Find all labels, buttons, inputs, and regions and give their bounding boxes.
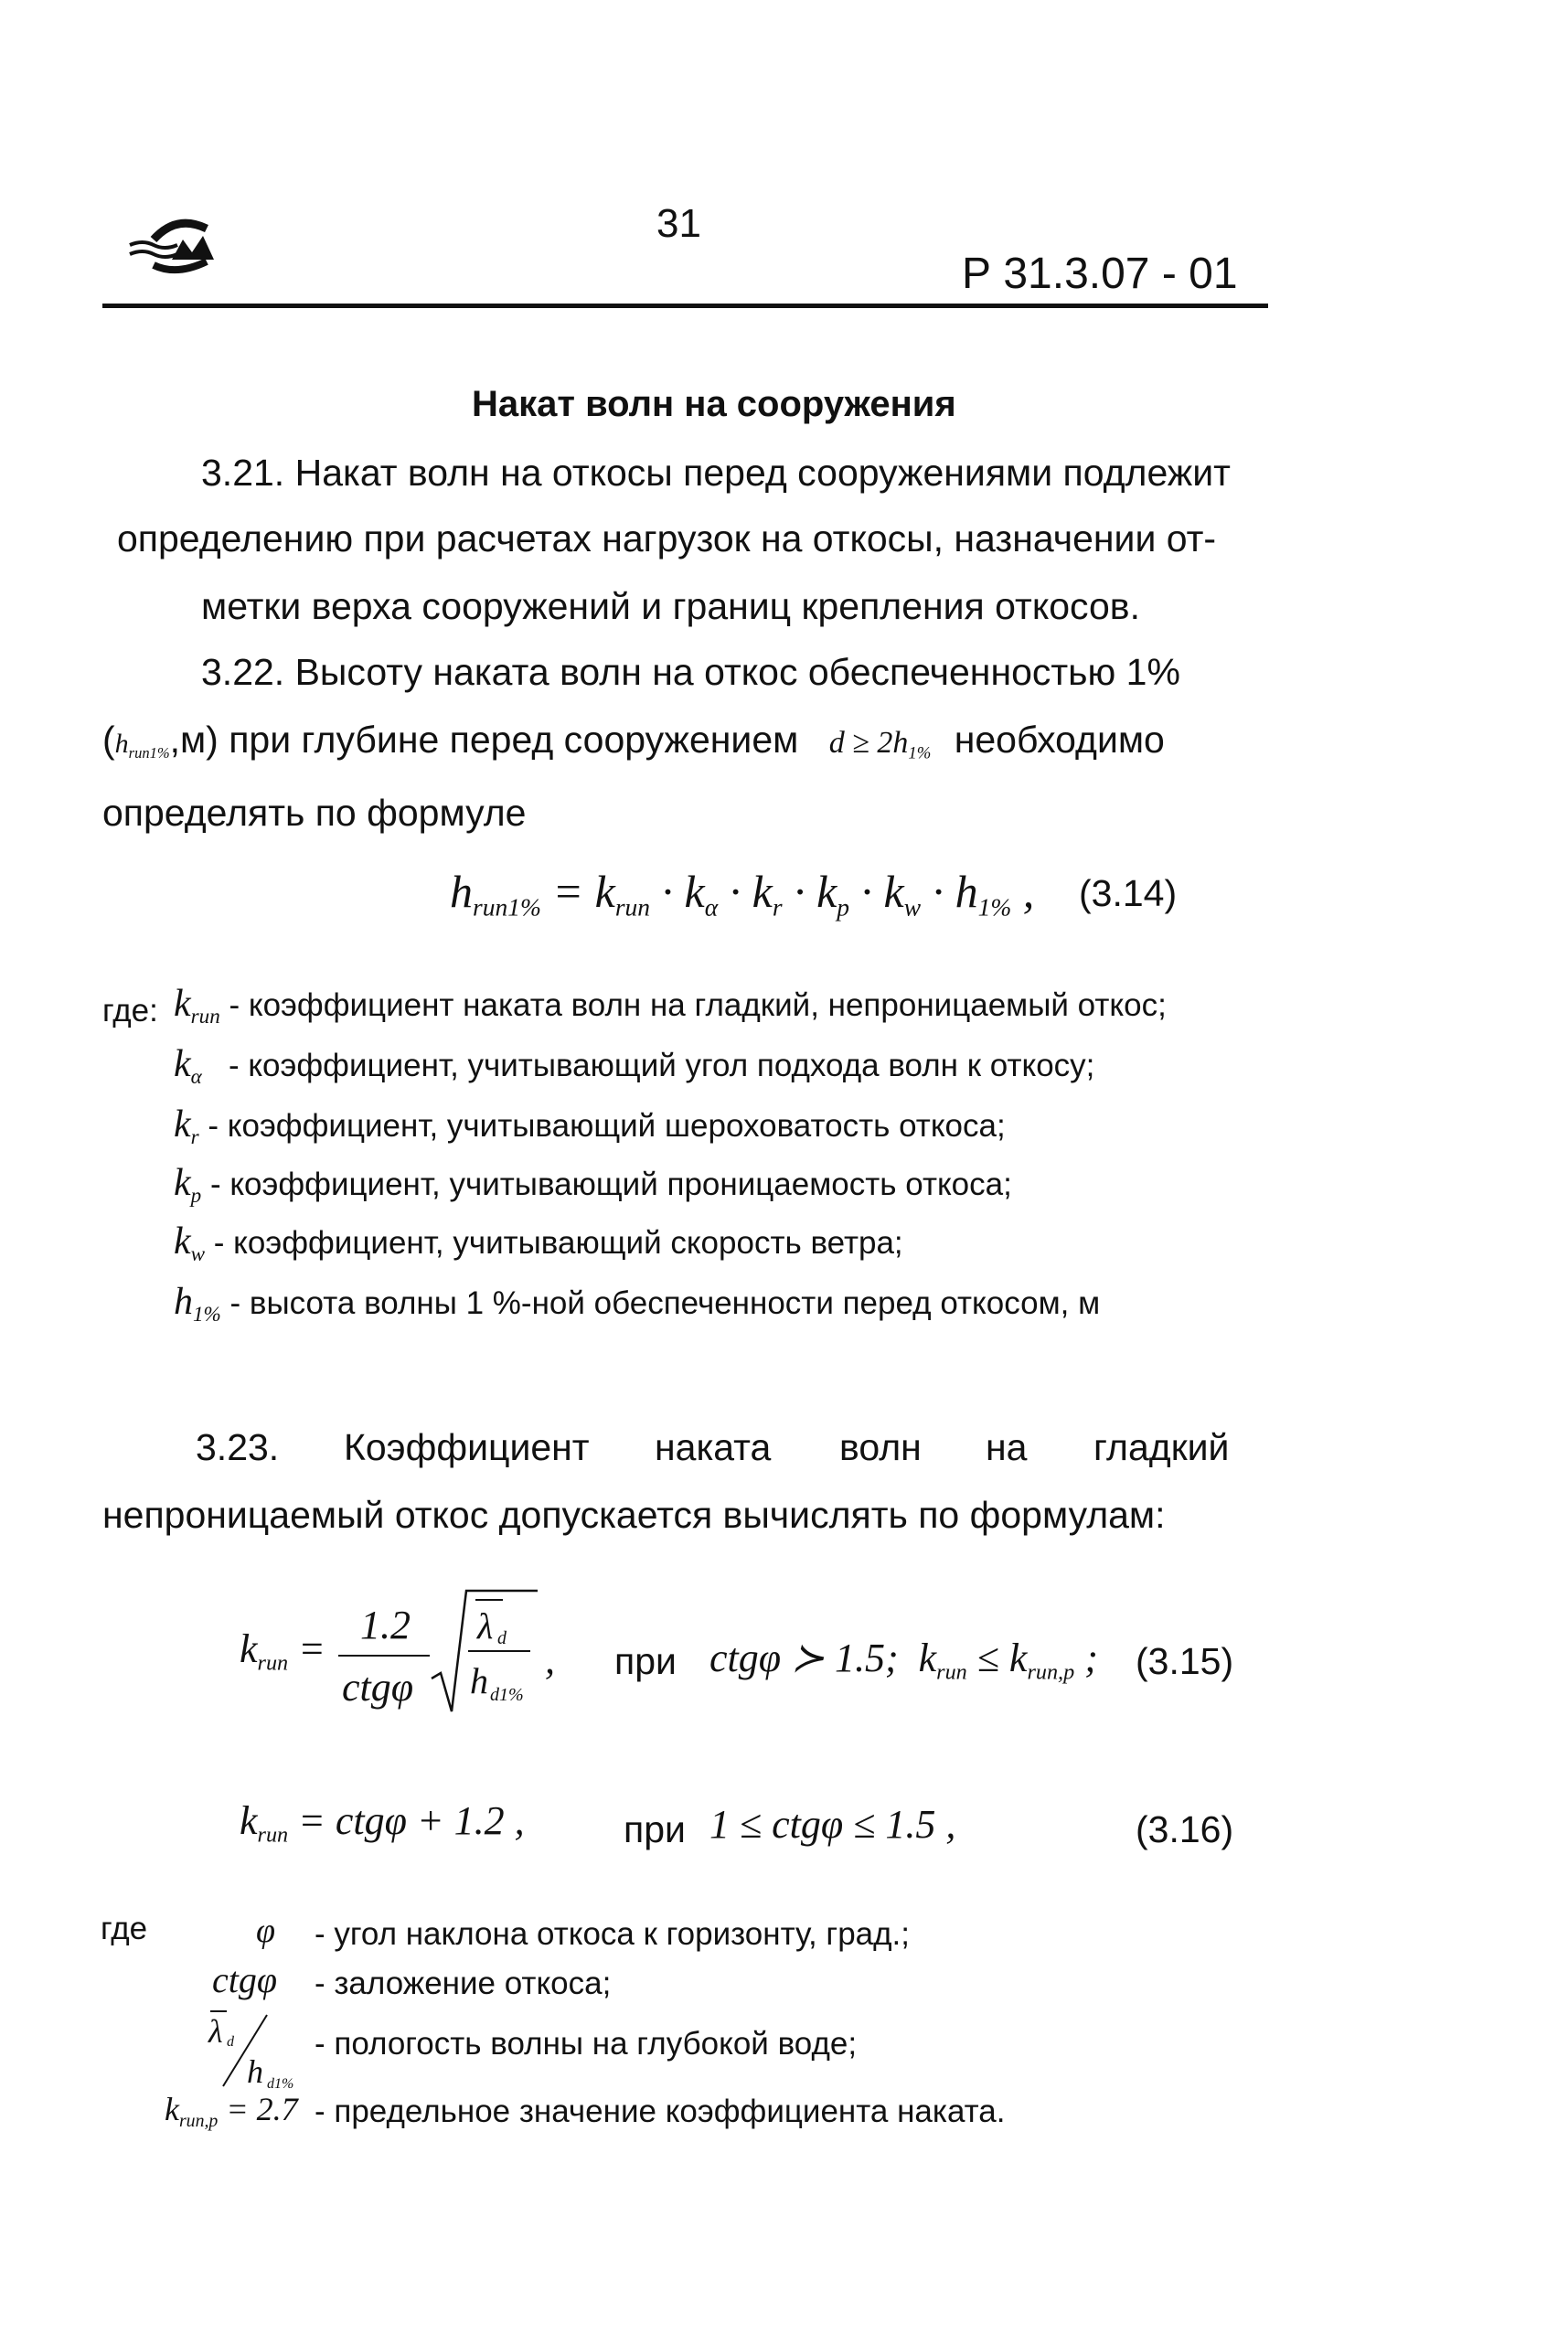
svg-text:d: d: [227, 2034, 234, 2050]
formula-3-15-number: (3.15): [1136, 1640, 1234, 1682]
formula-3-15-numerator: 1.2: [360, 1603, 411, 1647]
where1-k-alpha: $k_\alpha$ - коэффициент, учитывающий угол подхода волн к откосу;: [174, 1043, 1095, 1089]
svg-text:h: h: [470, 1660, 488, 1701]
formula-3-14-number: (3.14): [1079, 872, 1178, 914]
where1-k-run: $k_{run}$ - коэффициент наката волн на гладкий, непроницаемый откос;: [174, 983, 1167, 1028]
page-number: 31: [656, 201, 701, 246]
where1-intro: где:: [102, 993, 158, 1028]
where1-k-r: $k_r$ - коэффициент, учитывающий шероховатость откоса;: [174, 1103, 1006, 1149]
p323-w5: на: [986, 1426, 1028, 1468]
p322-line1: 3.22. Высоту наката волн на откос обеспеченностью 1%: [201, 651, 1180, 693]
p323-line2: непроницаемый откос допускается вычислять по формулам:: [102, 1494, 1166, 1536]
formula-3-15-denominator: ctgφ: [342, 1665, 414, 1710]
p322-line3: определять по формуле: [102, 792, 527, 834]
where2-ctg: - заложение откоса;: [315, 1966, 612, 2001]
p321-line1: 3.21. Накат волн на откосы перед сооружениями подлежит: [201, 452, 1231, 494]
p321-line2: определению при расчетах нагрузок на откосы, назначении от-: [117, 517, 1217, 560]
svg-text:λ: λ: [477, 1605, 494, 1647]
where2-ctg-symbol: ctgφ: [212, 1959, 277, 2000]
sqrt-sign-icon: [430, 1587, 539, 1715]
p322-line2: $(h_{run1\%},м)$ при глубине перед сооружением $d \ge 2h_{1\%}$ необходимо: [102, 719, 1165, 763]
where2-steep: - пологость волны на глубокой воде;: [315, 2026, 858, 2062]
where2-krunp-symbol: $k_{run,p} = 2.7$: [165, 2091, 298, 2131]
logo-icon: [126, 212, 227, 276]
steepness-fraction-icon: [196, 1998, 305, 2090]
where2-phi-symbol: φ: [256, 1912, 276, 1950]
formula-3-16-number: (3.16): [1136, 1808, 1234, 1850]
svg-text:d1%: d1%: [267, 2076, 294, 2090]
p321-line3: метки верха сооружений и границ крепления откосов.: [201, 585, 1140, 627]
svg-text:d: d: [497, 1628, 507, 1648]
formula-3-16-when: при: [624, 1808, 686, 1850]
formula-3-15-condition: ctgφ ≻ 1.5; $k_{run} \le k_{run,p}$ ;: [709, 1636, 1098, 1685]
where2-intro: где: [101, 1911, 148, 1946]
p323-w3: наката: [655, 1426, 772, 1468]
where2-phi: - угол наклона откоса к горизонту, град.;: [315, 1916, 911, 1952]
document-code: Р 31.3.07 - 01: [962, 250, 1238, 298]
formula-3-15-comma: ,: [545, 1637, 555, 1682]
where2-krunp: - предельное значение коэффициента наката.: [315, 2094, 1006, 2129]
svg-text:d1%: d1%: [490, 1685, 524, 1705]
where1-k-p: $k_p$ - коэффициент, учитывающий проницаемость откоса;: [174, 1162, 1012, 1208]
formula-3-15-lhs: $k_{run}$ =: [240, 1626, 325, 1676]
p323-w6: гладкий: [1093, 1426, 1230, 1468]
svg-text:λ: λ: [208, 2013, 223, 2050]
formula-3-15-when: при: [614, 1640, 677, 1682]
where1-h1: $h_{1\%}$ - высота волны 1 %-ной обеспеченности перед откосом, м: [174, 1281, 1101, 1327]
formula-3-14: $h_{run1\%} = k_{run} \cdot k_\alpha \cdot k_r \cdot k_p \cdot k_w \cdot h_{1\%}$ ,: [450, 866, 1035, 922]
svg-text:h: h: [247, 2053, 263, 2090]
p323-w1: 3.23.: [196, 1426, 280, 1468]
formula-3-16: $k_{run} = ctg\varphi + 1.2$ ,: [240, 1798, 525, 1848]
header-divider: [102, 304, 1268, 308]
formula-3-16-condition: 1 ≤ ctgφ ≤ 1.5 ,: [709, 1802, 956, 1847]
fraction-bar: [338, 1655, 430, 1657]
section-title: Накат волн на сооружения: [472, 384, 956, 424]
where1-k-w: $k_w$ - коэффициент, учитывающий скорость ветра;: [174, 1220, 903, 1266]
p323-w4: волн: [839, 1426, 922, 1468]
p323-w2: Коэффициент: [344, 1426, 590, 1468]
